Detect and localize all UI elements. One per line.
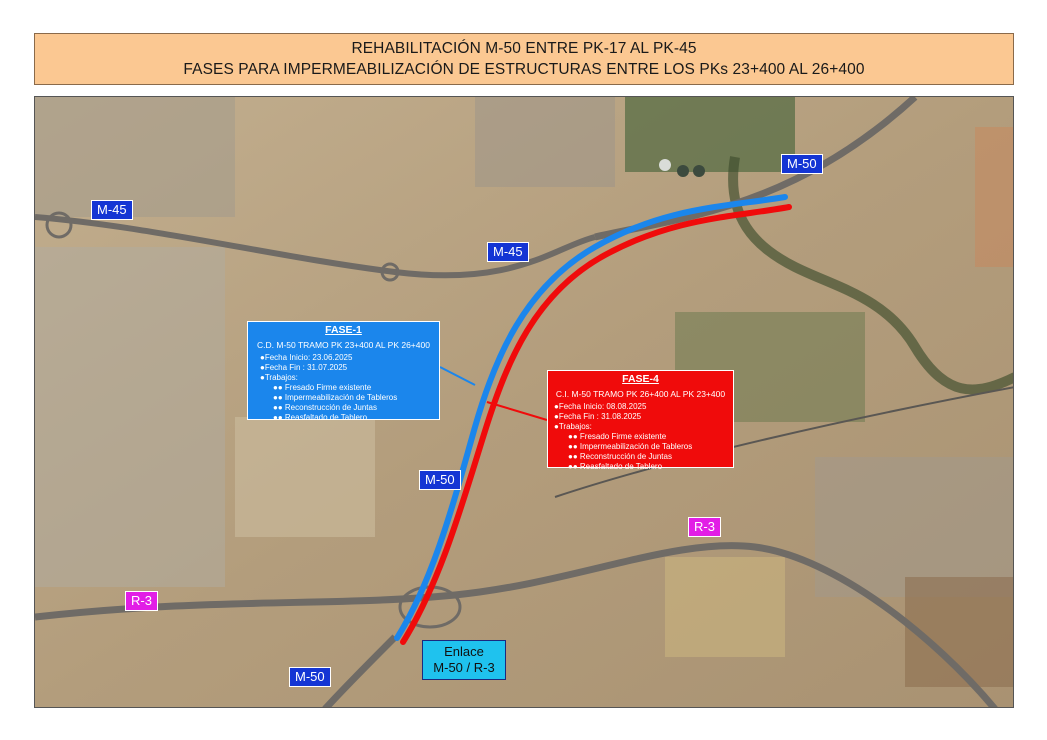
fase4-subtitle: C.I. M-50 TRAMO PK 26+400 AL PK 23+400 xyxy=(555,389,726,399)
fase1-title: FASE-1 xyxy=(325,324,362,336)
fase4-info-box xyxy=(547,370,734,471)
fase4-fecha-inicio: ●Fecha Inicio: 08.08.2025 xyxy=(554,402,647,411)
road-label-m50-sw: M-50 xyxy=(289,667,331,687)
enlace-line-1: Enlace xyxy=(444,644,484,659)
road-label-m50-ne: M-50 xyxy=(781,154,823,174)
satellite-map[interactable] xyxy=(34,96,1014,708)
fase1-subtitle: C.D. M-50 TRAMO PK 23+400 AL PK 26+400 xyxy=(257,340,430,350)
fase4-title: FASE-4 xyxy=(622,373,659,385)
urban-area-nw xyxy=(35,97,235,217)
fase1-task: ●● Reasfaltado de Tablero xyxy=(273,413,368,422)
fase1-fecha-fin: ●Fecha Fin : 31.07.2025 xyxy=(260,363,348,372)
fase4-trabajos: ●Trabajos: xyxy=(554,422,592,431)
fase4-task: ●● Reconstrucción de Juntas xyxy=(568,452,672,461)
urban-area-n xyxy=(475,97,615,187)
fase4-task: ●● Impermeabilización de Tableros xyxy=(568,442,693,451)
title-line-2: FASES PARA IMPERMEABILIZACIÓN DE ESTRUCTURAS ENTRE LOS PKs 23+400 AL 26+400 xyxy=(183,61,865,78)
road-label-m50-c: M-50 xyxy=(419,470,461,490)
fields-n xyxy=(625,97,795,172)
fase1-fecha-inicio: ●Fecha Inicio: 23.06.2025 xyxy=(260,353,353,362)
development-plots xyxy=(235,417,375,537)
enlace-label xyxy=(422,640,506,680)
fase4-task: ●● Reasfaltado de Tablero xyxy=(568,462,663,471)
urban-area-w xyxy=(35,247,225,587)
fase1-task: ●● Reconstrucción de Juntas xyxy=(273,403,377,412)
road-label-m45-c: M-45 xyxy=(487,242,529,262)
fields-se xyxy=(665,557,785,657)
fase4-task: ●● Fresado Firme existente xyxy=(568,432,667,441)
road-label-r3-w: R-3 xyxy=(125,591,158,611)
road-label-r3-e: R-3 xyxy=(688,517,721,537)
urban-area-e xyxy=(815,457,1014,597)
title-line-1: REHABILITACIÓN M-50 ENTRE PK-17 AL PK-45 xyxy=(351,40,697,57)
title-banner xyxy=(34,33,1014,85)
fase4-fecha-fin: ●Fecha Fin : 31.08.2025 xyxy=(554,412,642,421)
map-imagery xyxy=(35,97,1014,708)
tank-1 xyxy=(659,159,671,171)
tank-2 xyxy=(677,165,689,177)
road-label-m45-w: M-45 xyxy=(91,200,133,220)
enlace-line-2: M-50 / R-3 xyxy=(433,660,495,675)
fase1-trabajos: ●Trabajos: xyxy=(260,373,298,382)
fase1-task: ●● Impermeabilización de Tableros xyxy=(273,393,398,402)
fields-far-e xyxy=(975,127,1014,267)
tank-3 xyxy=(693,165,705,177)
fase1-task: ●● Fresado Firme existente xyxy=(273,383,372,392)
fase1-info-box xyxy=(247,321,440,420)
